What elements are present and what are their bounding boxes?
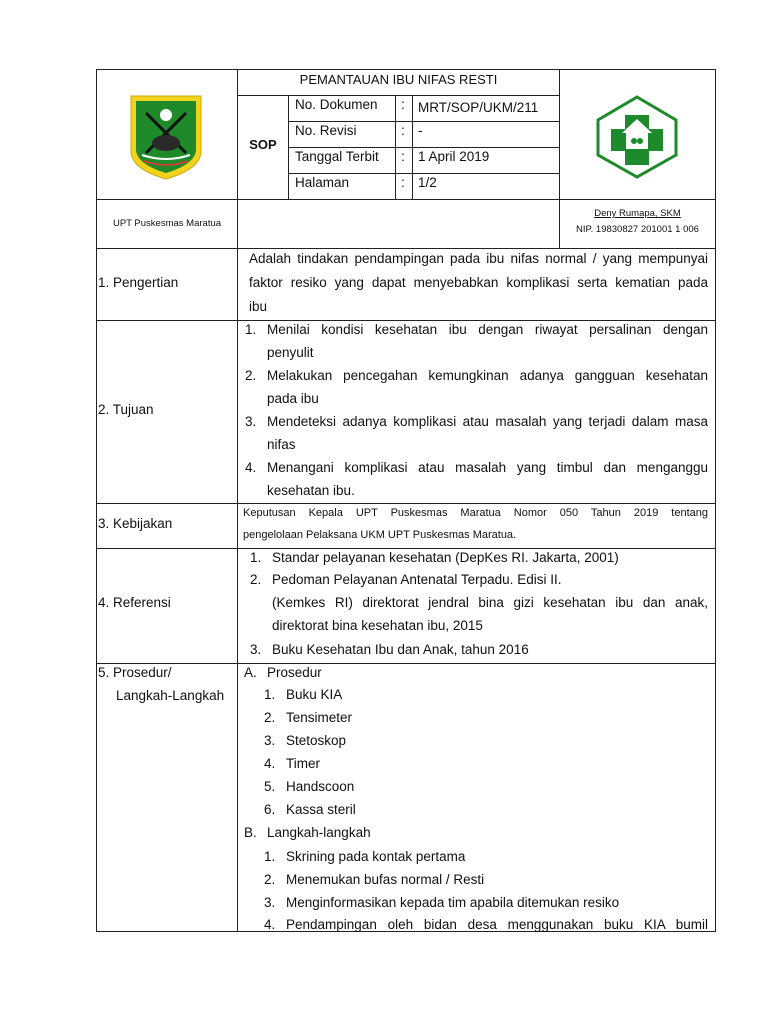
section-label-langkah: Langkah-Langkah [116, 688, 225, 703]
list-number: 2. [264, 872, 276, 887]
list-item: Pedoman Pelayanan Antenatal Terpadu. Edisi II. [272, 572, 562, 587]
list-number: 2. [245, 368, 257, 383]
issue-date-value: 1 April 2019 [418, 149, 490, 164]
list-item: Menginformasikan kepada tim apabila ditemukan resiko [286, 895, 620, 910]
list-item: Standar pelayanan kesehatan (DepKes RI. Jakarta, 2001) [272, 550, 619, 565]
list-number: 1. [264, 849, 276, 864]
list-number: 3. [264, 895, 276, 910]
page-value: 1/2 [418, 175, 437, 190]
revision-value: - [418, 123, 423, 138]
list-item: Skrining pada kontak pertama [286, 849, 466, 864]
list-item: Melakukan pencegahan kemungkinan adanya gangguan kesehatan [267, 368, 708, 383]
list-item: Handscoon [286, 779, 355, 794]
doc-number-label: No. Dokumen [295, 97, 378, 112]
section-label-referensi: 4. Referensi [98, 595, 171, 610]
list-number: 4. [245, 460, 257, 475]
list-item-cont: (Kemkes RI) direktorat jendral bina gizi kesehatan ibu dan anak, [272, 595, 708, 610]
kebijakan-line: Keputusan Kepala UPT Puskesmas Maratua Nomor 050 Tahun 2019 tentang [243, 507, 708, 519]
list-item: Tensimeter [286, 710, 353, 725]
revision-label: No. Revisi [295, 123, 357, 138]
list-item: Menilai kondisi kesehatan ibu dengan riwayat persalinan dengan [267, 322, 708, 337]
doc-number-sep: : [401, 97, 405, 112]
revision-sep: : [401, 123, 405, 138]
doc-number-value: MRT/SOP/UKM/211 [418, 100, 539, 115]
document-title: PEMANTAUAN IBU NIFAS RESTI [299, 72, 498, 87]
list-item: Timer [286, 756, 320, 771]
list-number: 1. [245, 322, 257, 337]
list-number: 2. [264, 710, 276, 725]
list-number: 6. [264, 802, 276, 817]
signer-nip: NIP. 19830827 201001 1 006 [576, 224, 699, 235]
list-item: Menangani komplikasi atau masalah yang timbul dan menganggu [267, 460, 708, 475]
section-label-tujuan: 2. Tujuan [98, 402, 154, 417]
puskesmas-logo [596, 95, 678, 179]
regency-emblem [128, 93, 204, 181]
subsection-letter: A. [244, 665, 257, 680]
kebijakan-line: pengelolaan Pelaksana UKM UPT Puskesmas Maratua. [243, 529, 517, 541]
subsection-letter: B. [244, 825, 257, 840]
list-item-cont: kesehatan ibu. [267, 483, 355, 498]
section-label-kebijakan: 3. Kebijakan [98, 516, 173, 531]
list-item-cont: pada ibu [267, 391, 319, 406]
list-item: Pendampingan oleh bidan desa menggunakan buku KIA bumil [286, 917, 708, 932]
page-sep: : [401, 175, 405, 190]
list-item: Buku Kesehatan Ibu dan Anak, tahun 2016 [272, 642, 529, 657]
signer-name: Deny Rumapa, SKM [594, 208, 681, 219]
list-item: Mendeteksi adanya komplikasi atau masalah yang terjadi dalam masa [267, 414, 708, 429]
list-item: Stetoskop [286, 733, 347, 748]
list-item-cont: nifas [267, 437, 296, 452]
list-item: Menemukan bufas normal / Resti [286, 872, 485, 887]
subsection-title: Prosedur [267, 665, 322, 680]
section-label-pengertian: 1. Pengertian [98, 275, 179, 290]
list-item: Buku KIA [286, 687, 343, 702]
list-number: 2. [250, 572, 262, 587]
list-number: 4. [264, 756, 276, 771]
pengertian-line: Adalah tindakan pendampingan pada ibu nifas normal / yang mempunyai [249, 251, 708, 266]
list-number: 1. [250, 550, 262, 565]
sop-label: SOP [249, 137, 277, 152]
list-number: 4. [264, 917, 276, 932]
pengertian-line: faktor resiko yang dapat menyebabkan komplikasi serta kematian pada [249, 275, 708, 290]
issue-date-label: Tanggal Terbit [295, 149, 379, 164]
pengertian-line: ibu [249, 299, 268, 314]
list-item-cont: direktorat bina kesehatan ibu, 2015 [272, 618, 483, 633]
list-item-cont: penyulit [267, 345, 314, 360]
list-number: 3. [245, 414, 257, 429]
section-label-prosedur: 5. Prosedur/ [98, 665, 172, 680]
page-label: Halaman [295, 175, 350, 190]
issue-date-sep: : [401, 149, 405, 164]
organization-name: UPT Puskesmas Maratua [112, 218, 222, 229]
subsection-title: Langkah-langkah [267, 825, 371, 840]
list-item: Kassa steril [286, 802, 356, 817]
list-number: 3. [250, 642, 262, 657]
list-number: 1. [264, 687, 276, 702]
list-number: 5. [264, 779, 276, 794]
list-number: 3. [264, 733, 276, 748]
